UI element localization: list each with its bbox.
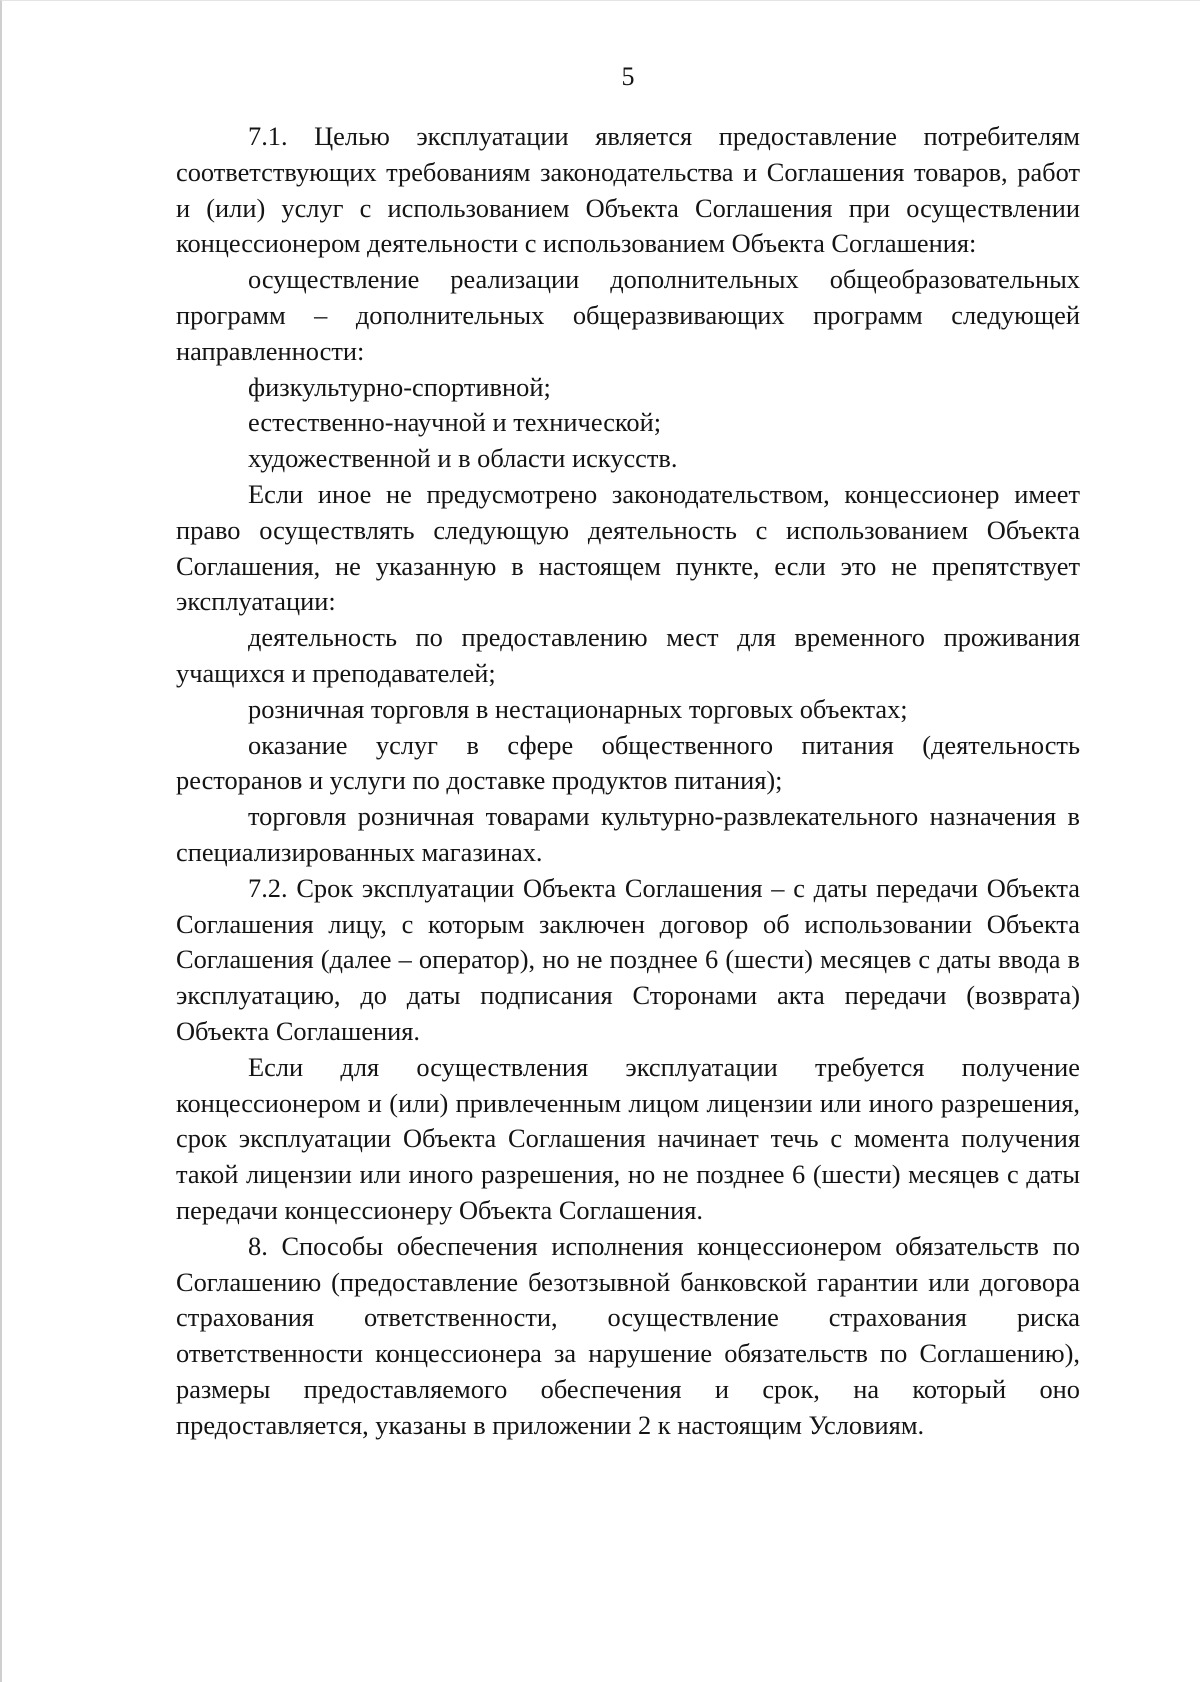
paragraph-7-1: 7.1. Целью эксплуатации является предоставление потребителям соответствующих требованиям законодательства и Соглашения товаров, работ и (или) услуг с использованием Объекта Соглашения при осуществлении концессионером деятельности с использованием Объекта Соглашения: (176, 121, 1080, 259)
paragraph-7-2: 7.2. Срок эксплуатации Объекта Соглашения – с даты передачи Объекта Соглашения лицу, с которым заключен договор об использовании Объекта Соглашения (далее – оператор), но не позднее 6 (шести) месяцев с даты ввода в эксплуатацию, до даты подписания Сторонами акта передачи (возврата) Объекта Соглашения. (176, 872, 1080, 1046)
list-item-retail: розничная торговля в нестационарных торговых объектах; (248, 693, 908, 724)
page-number: 5 (621, 62, 635, 91)
list-item-sport: физкультурно-спортивной; (248, 371, 551, 402)
document-body (176, 119, 1080, 1443)
list-item-science: естественно-научной и технической; (248, 407, 662, 438)
paragraph-license: Если для осуществления эксплуатации требуется получение концессионером и (или) привлеченным лицом лицензии или иного разрешения, срок эксплуатации Объекта Соглашения начинает течь с момента получения такой лицензии или иного разрешения, но не позднее 6 (шести) месяцев с даты передачи концессионеру Объекта Соглашения. (176, 1051, 1080, 1225)
list-item-catering: оказание услуг в сфере общественного питания (деятельность ресторанов и услуги по доставке продуктов питания); (176, 729, 1080, 796)
list-item-arts: художественной и в области искусств. (248, 443, 678, 474)
paragraph-programs: осуществление реализации дополнительных общеобразовательных программ – дополнительных общеразвивающих программ следующей направленности: (176, 264, 1080, 366)
paragraph-other-activities: Если иное не предусмотрено законодательством, концессионер имеет право осуществлять следующую деятельность с использованием Объекта Соглашения, не указанную в настоящем пункте, если это не препятствует эксплуатации: (176, 478, 1080, 617)
list-item-entertainment-goods: торговля розничная товарами культурно-развлекательного назначения в специализированных магазинах. (176, 801, 1080, 867)
list-item-accommodation: деятельность по предоставлению мест для временного проживания учащихся и преподавателей; (176, 622, 1080, 688)
paragraph-8: 8. Способы обеспечения исполнения концессионером обязательств по Соглашению (предоставление безотзывной банковской гарантии или договора страхования ответственности, осуществление страхования риска ответственности концессионера за нарушение обязательств по Соглашению), размеры предоставляемого обеспечения и срок, на который оно предоставляется, указаны в приложении 2 к настоящим Условиям. (176, 1230, 1080, 1440)
